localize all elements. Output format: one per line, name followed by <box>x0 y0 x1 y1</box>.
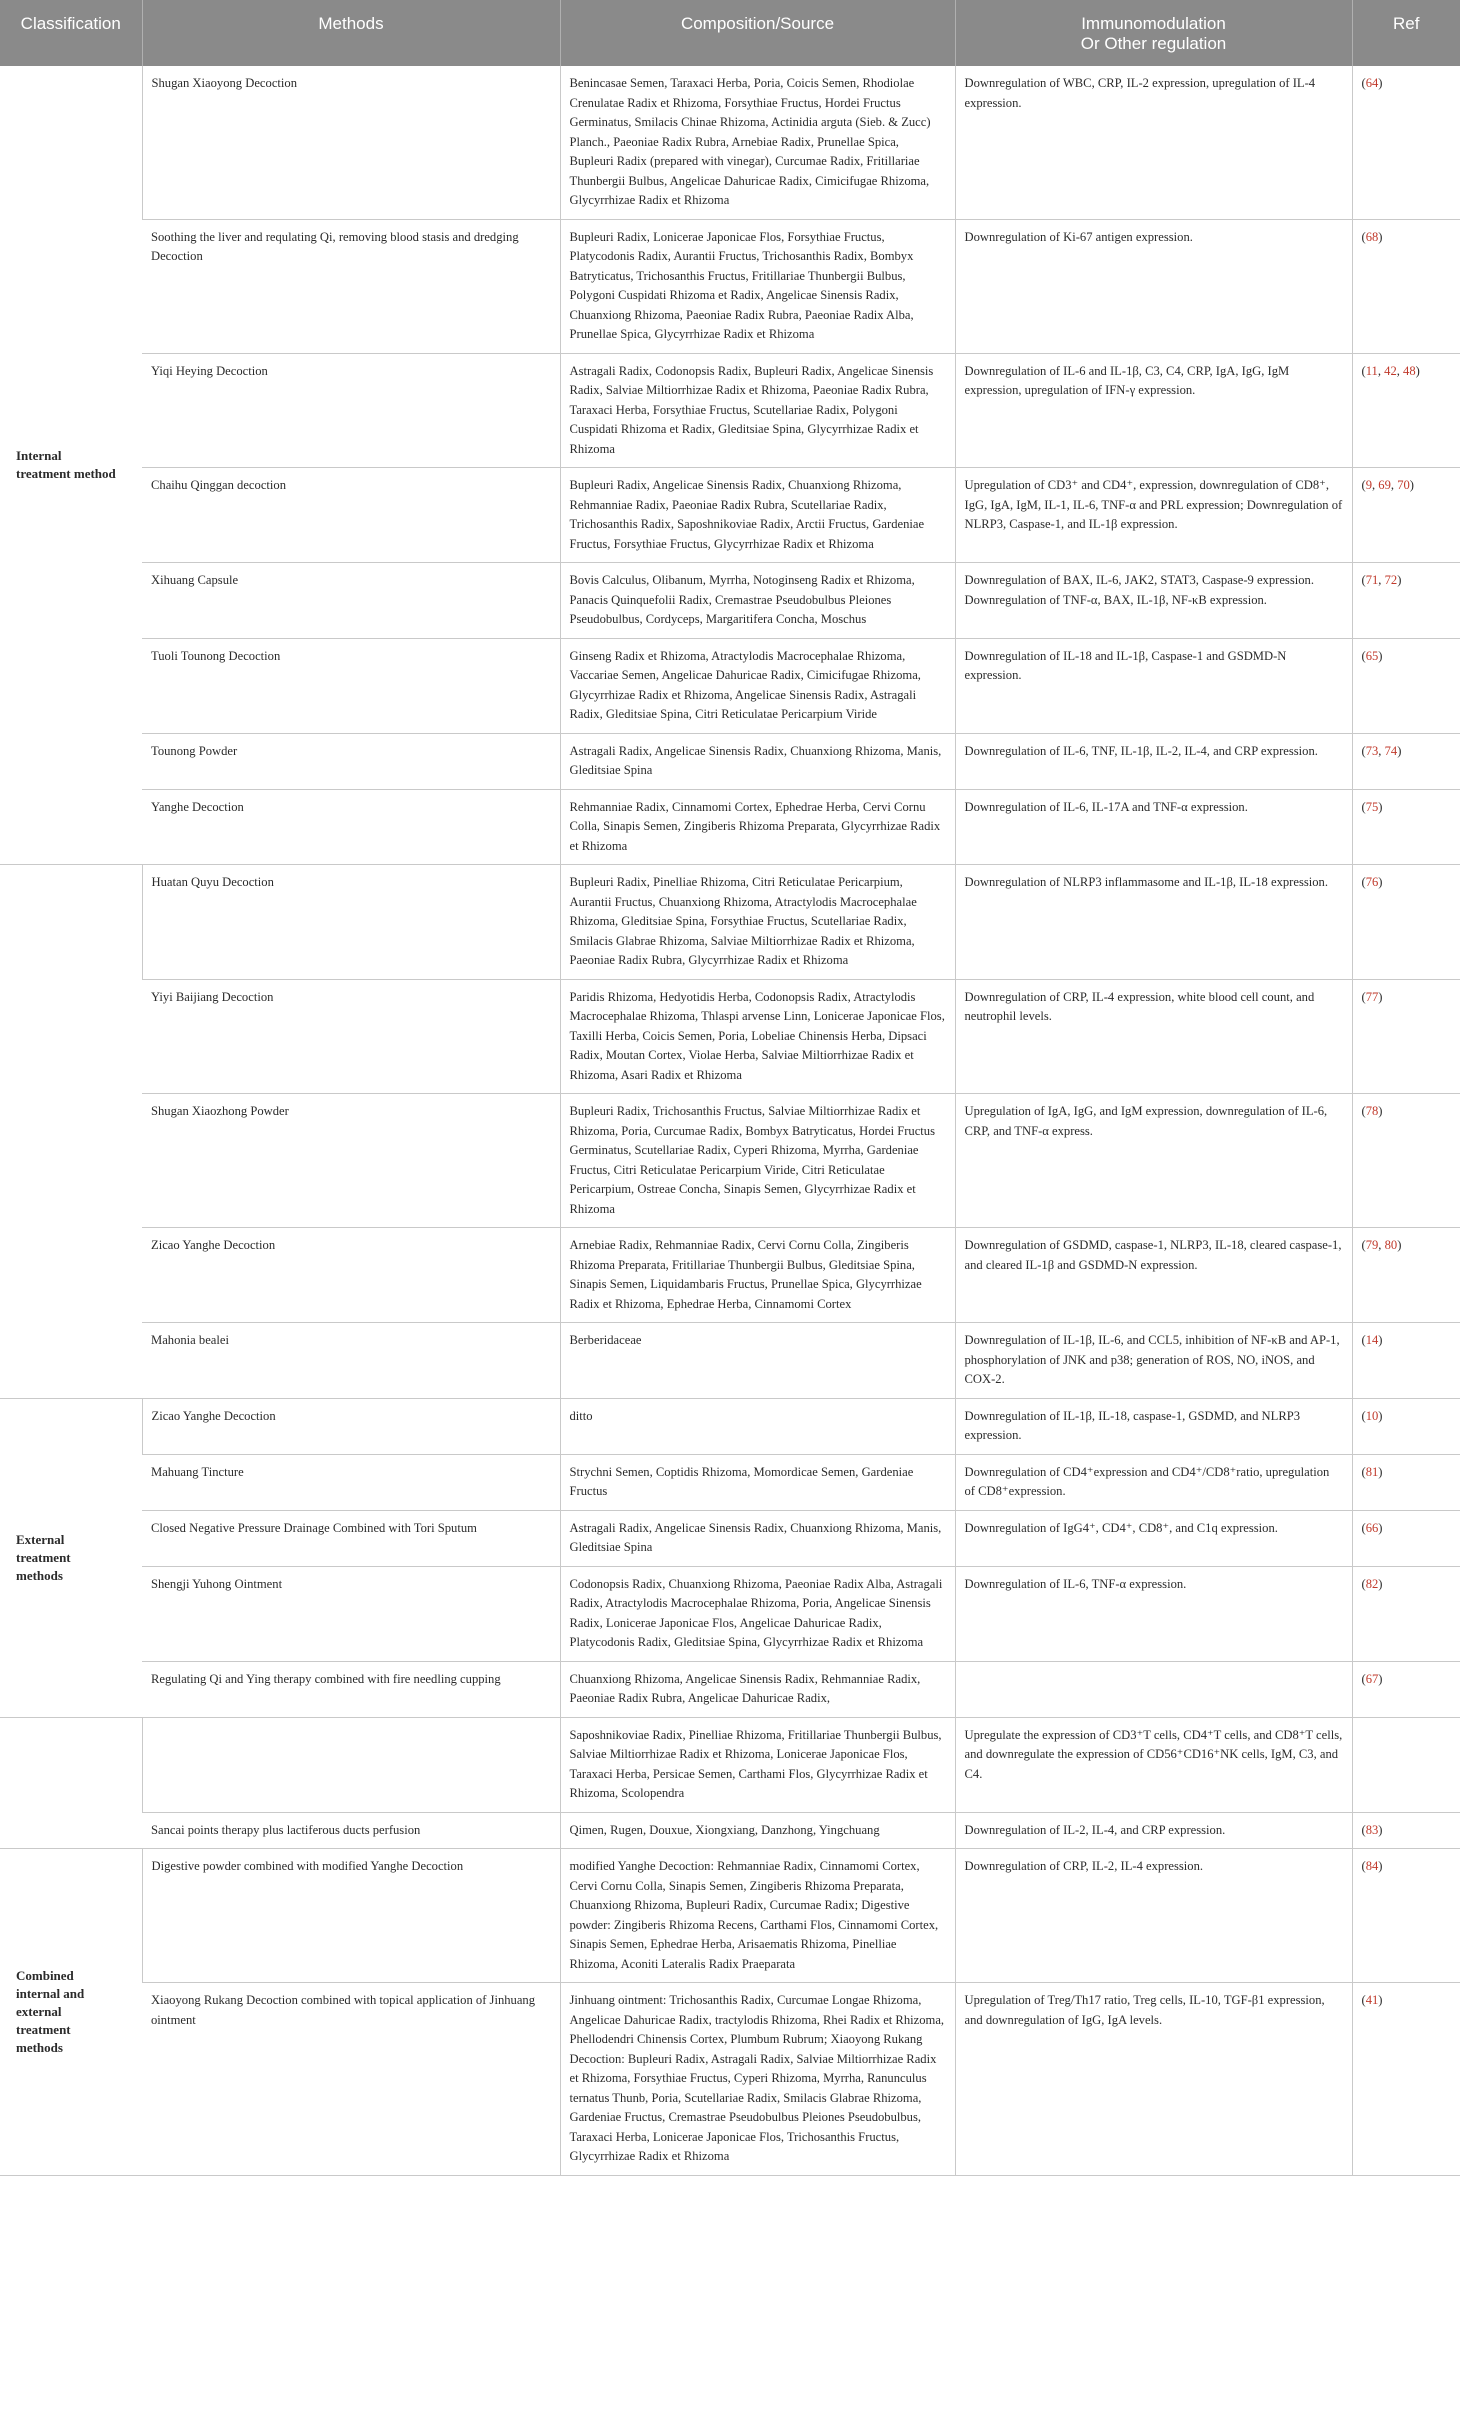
ref-cell: (84) <box>1352 1849 1460 1983</box>
method-cell: Tounong Powder <box>142 733 560 789</box>
ref-cell: (71, 72) <box>1352 563 1460 639</box>
ref-link[interactable]: 72 <box>1384 573 1398 587</box>
regulation-cell: Upregulation of Treg/Th17 ratio, Treg cells, IL-10, TGF-β1 expression, and downregulation of IgG, IgA levels. <box>955 1983 1352 2176</box>
ref-cell: (64) <box>1352 66 1460 219</box>
table-row <box>0 1454 1460 1510</box>
ref-cell: (14) <box>1352 1323 1460 1399</box>
header-ref: Ref <box>1352 0 1460 66</box>
composition-cell: Bupleuri Radix, Pinelliae Rhizoma, Citri Reticulatae Pericarpium, Aurantii Fructus, Chuanxiong Rhizoma, Atractylodis Macrocephalae Rhizoma, Gleditsiae Spina, Forsythiae Fructus, Scutellariae Radix, Smilacis Glabrae Rhizoma, Salviae Miltiorrhizae Radix et Rhizoma, Paeoniae Radix Rubra, Glycyrrhizae Radix et Rhizoma <box>560 865 955 980</box>
table-row <box>0 1812 1460 1849</box>
ref-link[interactable]: 66 <box>1365 1520 1379 1535</box>
regulation-cell: Downregulation of GSDMD, caspase-1, NLRP3, IL-18, cleared caspase-1, and cleared IL-1β and GSDMD-N expression. <box>955 1228 1352 1323</box>
table-row <box>0 563 1460 639</box>
table-row <box>0 1323 1460 1399</box>
ref-link[interactable]: 70 <box>1397 478 1410 492</box>
regulation-cell: Downregulation of IL-6 and IL-1β, C3, C4, CRP, IgA, IgG, IgM expression, upregulation of IFN-γ expression. <box>955 353 1352 468</box>
regulation-cell: Downregulation of CRP, IL-2, IL-4 expression. <box>955 1849 1352 1983</box>
ref-link[interactable]: 48 <box>1403 363 1416 378</box>
method-cell: Zicao Yanghe Decoction <box>142 1398 560 1454</box>
ref-cell: (65) <box>1352 638 1460 733</box>
method-cell: Yiqi Heying Decoction <box>142 353 560 468</box>
method-cell: Mahuang Tincture <box>142 1454 560 1510</box>
regulation-cell: Downregulation of CRP, IL-4 expression, white blood cell count, and neutrophil levels. <box>955 979 1352 1094</box>
ref-cell: (75) <box>1352 789 1460 865</box>
ref-link[interactable]: 42 <box>1384 363 1397 378</box>
composition-cell: Saposhnikoviae Radix, Pinelliae Rhizoma, Fritillariae Thunbergii Bulbus, Salviae Miltiorrhizae Radix et Rhizoma, Lonicerae Japonicae Flos, Taraxaci Herba, Persicae Semen, Carthami Flos, Glycyrrhizae Radix et Rhizoma, Scolopendra <box>560 1717 955 1812</box>
method-cell: Closed Negative Pressure Drainage Combined with Tori Sputum <box>142 1510 560 1566</box>
composition-cell: Bupleuri Radix, Lonicerae Japonicae Flos, Forsythiae Fructus, Platycodonis Radix, Aurantii Fructus, Trichosanthis Radix, Bombyx Batryticatus, Trichosanthis Fructus, Fritillariae Thunbergii Bulbus, Polygoni Cuspidati Rhizoma et Radix, Angelicae Sinensis Radix, Chuanxiong Rhizoma, Paeoniae Radix Rubra, Paeoniae Radix Alba, Prunellae Spica, Glycyrrhizae Radix et Rhizoma <box>560 219 955 353</box>
method-cell: Shugan Xiaozhong Powder <box>142 1094 560 1228</box>
ref-link[interactable]: 80 <box>1384 1238 1398 1252</box>
ref-link[interactable]: 64 <box>1365 76 1379 90</box>
ref-link[interactable]: 81 <box>1365 1464 1379 1479</box>
method-cell: Yiyi Baijiang Decoction <box>142 979 560 1094</box>
method-cell: Huatan Quyu Decoction <box>142 865 560 980</box>
ref-cell: (73, 74) <box>1352 733 1460 789</box>
table-row <box>0 979 1460 1094</box>
ref-link[interactable]: 82 <box>1365 1576 1379 1591</box>
composition-cell: Astragali Radix, Angelicae Sinensis Radix, Chuanxiong Rhizoma, Manis, Gleditsiae Spina <box>560 733 955 789</box>
composition-cell: Qimen, Rugen, Douxue, Xiongxiang, Danzhong, Yingchuang <box>560 1812 955 1849</box>
ref-link[interactable]: 9 <box>1365 478 1372 492</box>
table-row <box>0 219 1460 353</box>
ref-cell: (82) <box>1352 1566 1460 1661</box>
regulation-cell: Downregulation of IL-1β, IL-6, and CCL5, inhibition of NF-κB and AP-1, phosphorylation of JNK and p38; generation of ROS, NO, iNOS, and COX-2. <box>955 1323 1352 1399</box>
composition-cell: Ginseng Radix et Rhizoma, Atractylodis Macrocephalae Rhizoma, Vaccariae Semen, Angelicae Dahuricae Radix, Cimicifugae Rhizoma, Glycyrrhizae Radix et Rhizoma, Angelicae Sinensis Radix, Astragali Radix, Gleditsiae Spina, Citri Reticulatae Pericarpium Viride <box>560 638 955 733</box>
composition-cell: Astragali Radix, Codonopsis Radix, Bupleuri Radix, Angelicae Sinensis Radix, Salviae Miltiorrhizae Radix et Rhizoma, Paeoniae Radix Rubra, Taraxaci Herba, Forsythiae Fructus, Scutellariae Radix, Polygoni Cuspidati Rhizoma et Radix, Gleditsiae Spina, Glycyrrhizae Radix et Rhizoma <box>560 353 955 468</box>
header-row <box>0 0 1460 66</box>
table-row <box>0 1717 1460 1812</box>
method-cell: Chaihu Qinggan decoction <box>142 468 560 563</box>
table-row <box>0 66 1460 219</box>
regulation-cell: Downregulation of Ki-67 antigen expression. <box>955 219 1352 353</box>
table-row <box>0 353 1460 468</box>
regulation-cell: Downregulation of IL-1β, IL-18, caspase-1, GSDMD, and NLRP3 expression. <box>955 1398 1352 1454</box>
header-composition: Composition/Source <box>560 0 955 66</box>
method-cell <box>142 1717 560 1812</box>
ref-link[interactable]: 14 <box>1365 1333 1379 1347</box>
table-row <box>0 1983 1460 2176</box>
ref-link[interactable]: 67 <box>1365 1671 1379 1686</box>
ref-cell: (68) <box>1352 219 1460 353</box>
table-row <box>0 1510 1460 1566</box>
regulation-cell: Upregulation of CD3⁺ and CD4⁺, expression, downregulation of CD8⁺, IgG, IgA, IgM, IL-1, IL-6, TNF-α and PRL expression; Downregulation of NLRP3, Caspase-1, and IL-1β expression. <box>955 468 1352 563</box>
classification-cell: Internal treatment method <box>0 66 142 865</box>
ref-link[interactable]: 84 <box>1365 1859 1379 1873</box>
regulation-cell: Downregulation of IgG4⁺, CD4⁺, CD8⁺, and C1q expression. <box>955 1510 1352 1566</box>
composition-cell: Paridis Rhizoma, Hedyotidis Herba, Codonopsis Radix, Atractylodis Macrocephalae Rhizoma, Thlaspi arvense Linn, Lonicerae Japonicae Flos, Taxilli Herba, Coicis Semen, Poria, Lobeliae Chinensis Herba, Dipsaci Radix, Moutan Cortex, Violae Herba, Salviae Miltiorrhizae Radix et Rhizoma, Asari Radix et Rhizoma <box>560 979 955 1094</box>
table-row <box>0 865 1460 980</box>
composition-cell: ditto <box>560 1398 955 1454</box>
composition-cell: Jinhuang ointment: Trichosanthis Radix, Curcumae Longae Rhizoma, Angelicae Dahuricae Radix, tractylodis Rhizoma, Rhei Radix et Rhizoma, Phellodendri Chinensis Cortex, Plumbum Rubrum; Xiaoyong Rukang Decoction: Bupleuri Radix, Astragali Radix, Salviae Miltiorrhizae Radix et Rhizoma, Forsythiae Fructus, Cyperi Rhizoma, Myrrha, Ranunculus ternatus Thunb, Poria, Scutellariae Radix, Smilacis Glabrae Rhizoma, Gardeniae Fructus, Cremastrae Pseudobulbus Pleiones Pseudobulbus, Taraxaci Herba, Lonicerae Japonicae Flos, Trichosanthis Fructus, Glycyrrhizae Radix et Rhizoma <box>560 1983 955 2176</box>
ref-link[interactable]: 75 <box>1365 799 1379 814</box>
composition-cell: Benincasae Semen, Taraxaci Herba, Poria, Coicis Semen, Rhodiolae Crenulatae Radix et Rhizoma, Forsythiae Fructus, Hordei Fructus Germinatus, Smilacis Chinae Rhizoma, Actinidia arguta (Sieb. & Zucc) Planch., Paeoniae Radix Rubra, Arnebiae Radix, Prunellae Spica, Bupleuri Radix (prepared with vinegar), Curcumae Radix, Fritillariae Thunbergii Bulbus, Angelicae Dahuricae Radix, Cimicifugae Rhizoma, Glycyrrhizae Radix et Rhizoma <box>560 66 955 219</box>
classification-cell <box>0 865 142 1399</box>
table-row <box>0 1849 1460 1983</box>
regulation-cell: Downregulation of NLRP3 inflammasome and IL-1β, IL-18 expression. <box>955 865 1352 980</box>
ref-cell: (81) <box>1352 1454 1460 1510</box>
ref-link[interactable]: 73 <box>1365 743 1379 758</box>
table-row <box>0 1228 1460 1323</box>
composition-cell: Chuanxiong Rhizoma, Angelicae Sinensis Radix, Rehmanniae Radix, Paeoniae Radix Rubra, Angelicae Dahuricae Radix, <box>560 1661 955 1717</box>
classification-cell <box>0 1717 142 1849</box>
ref-link[interactable]: 77 <box>1365 989 1379 1004</box>
ref-cell: (67) <box>1352 1661 1460 1717</box>
classification-cell: External treatment methods <box>0 1398 142 1717</box>
ref-link[interactable]: 74 <box>1384 743 1398 758</box>
header-classification: Classification <box>0 0 142 66</box>
regulation-cell: Downregulation of WBC, CRP, IL-2 expression, upregulation of IL-4 expression. <box>955 66 1352 219</box>
regulation-cell: Downregulation of BAX, IL-6, JAK2, STAT3, Caspase-9 expression. Downregulation of TNF-α, BAX, IL-1β, NF-κB expression. <box>955 563 1352 639</box>
classification-cell: Combined internal and external treatment methods <box>0 1849 142 2176</box>
ref-cell: (77) <box>1352 979 1460 1094</box>
ref-link[interactable]: 11 <box>1365 363 1378 378</box>
table-row <box>0 468 1460 563</box>
ref-link[interactable]: 83 <box>1365 1822 1379 1837</box>
ref-cell: (78) <box>1352 1094 1460 1228</box>
composition-cell: Codonopsis Radix, Chuanxiong Rhizoma, Paeoniae Radix Alba, Astragali Radix, Atractylodis Macrocephalae Rhizoma, Poria, Angelicae Sinensis Radix, Lonicerae Japonicae Flos, Angelicae Dahuricae Radix, Platycodonis Radix, Gleditsiae Spina, Glycyrrhizae Radix et Rhizoma <box>560 1566 955 1661</box>
method-cell: Tuoli Tounong Decoction <box>142 638 560 733</box>
regulation-cell: Downregulation of CD4⁺expression and CD4⁺/CD8⁺ratio, upregulation of CD8⁺expression. <box>955 1454 1352 1510</box>
method-cell: Regulating Qi and Ying therapy combined with fire needling cupping <box>142 1661 560 1717</box>
method-cell: Zicao Yanghe Decoction <box>142 1228 560 1323</box>
regulation-cell: Downregulation of IL-6, IL-17A and TNF-α expression. <box>955 789 1352 865</box>
composition-cell: Strychni Semen, Coptidis Rhizoma, Momordicae Semen, Gardeniae Fructus <box>560 1454 955 1510</box>
method-cell: Digestive powder combined with modified Yanghe Decoction <box>142 1849 560 1983</box>
composition-cell: Arnebiae Radix, Rehmanniae Radix, Cervi Cornu Colla, Zingiberis Rhizoma Preparata, Fritillariae Thunbergii Bulbus, Gleditsiae Spina, Sinapis Semen, Liquidambaris Fructus, Prunellae Spica, Glycyrrhizae Radix et Rhizoma, Ephedrae Herba, Cinnamomi Cortex <box>560 1228 955 1323</box>
table-row <box>0 789 1460 865</box>
ref-link[interactable]: 68 <box>1365 229 1379 244</box>
table-row <box>0 1661 1460 1717</box>
ref-link[interactable]: 41 <box>1365 1993 1379 2007</box>
method-cell: Shugan Xiaoyong Decoction <box>142 66 560 219</box>
composition-cell: Bupleuri Radix, Angelicae Sinensis Radix, Chuanxiong Rhizoma, Rehmanniae Radix, Paeoniae Radix Rubra, Scutellariae Radix, Trichosanthis Radix, Saposhnikoviae Radix, Arctii Fructus, Gardeniae Fructus, Forsythiae Fructus, Glycyrrhizae Radix et Rhizoma <box>560 468 955 563</box>
regulation-cell: Upregulate the expression of CD3⁺T cells, CD4⁺T cells, and CD8⁺T cells, and downregulate the expression of CD56⁺CD16⁺NK cells, IgM, C3, and C4. <box>955 1717 1352 1812</box>
ref-cell: (76) <box>1352 865 1460 980</box>
table-row <box>0 1398 1460 1454</box>
composition-cell: Rehmanniae Radix, Cinnamomi Cortex, Ephedrae Herba, Cervi Cornu Colla, Sinapis Semen, Zingiberis Rhizoma Preparata, Glycyrrhizae Radix et Rhizoma <box>560 789 955 865</box>
table-row <box>0 638 1460 733</box>
composition-cell: Bovis Calculus, Olibanum, Myrrha, Notoginseng Radix et Rhizoma, Panacis Quinquefolii Radix, Cremastrae Pseudobulbus Pleiones Pseudobulbus, Cordyceps, Margaritifera Concha, Moschus <box>560 563 955 639</box>
ref-link[interactable]: 69 <box>1378 478 1391 492</box>
ref-cell: (9, 69, 70) <box>1352 468 1460 563</box>
ref-link[interactable]: 76 <box>1365 875 1379 889</box>
ref-cell <box>1352 1717 1460 1812</box>
ref-link[interactable]: 65 <box>1365 648 1379 663</box>
ref-cell: (66) <box>1352 1510 1460 1566</box>
composition-cell: Berberidaceae <box>560 1323 955 1399</box>
header-regulation: Immunomodulation Or Other regulation <box>955 0 1352 66</box>
regulation-cell: Upregulation of IgA, IgG, and IgM expression, downregulation of IL-6, CRP, and TNF-α express. <box>955 1094 1352 1228</box>
regulation-cell: Downregulation of IL-6, TNF, IL-1β, IL-2, IL-4, and CRP expression. <box>955 733 1352 789</box>
method-cell: Sancai points therapy plus lactiferous ducts perfusion <box>142 1812 560 1849</box>
regulation-cell <box>955 1661 1352 1717</box>
composition-cell: Astragali Radix, Angelicae Sinensis Radix, Chuanxiong Rhizoma, Manis, Gleditsiae Spina <box>560 1510 955 1566</box>
table-row <box>0 1094 1460 1228</box>
method-cell: Yanghe Decoction <box>142 789 560 865</box>
ref-cell: (11, 42, 48) <box>1352 353 1460 468</box>
ref-cell: (83) <box>1352 1812 1460 1849</box>
method-cell: Soothing the liver and requlating Qi, removing blood stasis and dredging Decoction <box>142 219 560 353</box>
method-cell: Shengji Yuhong Ointment <box>142 1566 560 1661</box>
method-cell: Xihuang Capsule <box>142 563 560 639</box>
table-row <box>0 733 1460 789</box>
ref-link[interactable]: 10 <box>1365 1408 1379 1423</box>
ref-link[interactable]: 78 <box>1365 1104 1379 1118</box>
composition-cell: modified Yanghe Decoction: Rehmanniae Radix, Cinnamomi Cortex, Cervi Cornu Colla, Sinapis Semen, Zingiberis Rhizoma Preparata, Chuanxiong Rhizoma, Bupleuri Radix, Curcumae Radix; Digestive powder: Zingiberis Rhizoma Recens, Carthami Flos, Cinnamomi Cortex, Sinapis Semen, Ephedrae Herba, Arisaematis Rhizoma, Pinelliae Rhizoma, Aconiti Lateralis Radix Praeparata <box>560 1849 955 1983</box>
ref-cell: (10) <box>1352 1398 1460 1454</box>
composition-cell: Bupleuri Radix, Trichosanthis Fructus, Salviae Miltiorrhizae Radix et Rhizoma, Poria, Curcumae Radix, Bombyx Batryticatus, Hordei Fructus Germinatus, Scutellariae Radix, Cyperi Rhizoma, Myrrha, Gardeniae Fructus, Citri Reticulatae Pericarpium Viride, Citri Reticulatae Pericarpium, Ostreae Concha, Sinapis Semen, Glycyrrhizae Radix et Rhizoma <box>560 1094 955 1228</box>
method-cell: Mahonia bealei <box>142 1323 560 1399</box>
ref-cell: (79, 80) <box>1352 1228 1460 1323</box>
ref-link[interactable]: 71 <box>1365 573 1379 587</box>
ref-link[interactable]: 79 <box>1365 1238 1379 1252</box>
method-cell: Xiaoyong Rukang Decoction combined with topical application of Jinhuang ointment <box>142 1983 560 2176</box>
regulation-cell: Downregulation of IL-18 and IL-1β, Caspase-1 and GSDMD-N expression. <box>955 638 1352 733</box>
ref-cell: (41) <box>1352 1983 1460 2176</box>
header-methods: Methods <box>142 0 560 66</box>
regulation-cell: Downregulation of IL-6, TNF-α expression. <box>955 1566 1352 1661</box>
regulation-cell: Downregulation of IL-2, IL-4, and CRP expression. <box>955 1812 1352 1849</box>
table-row <box>0 1566 1460 1661</box>
